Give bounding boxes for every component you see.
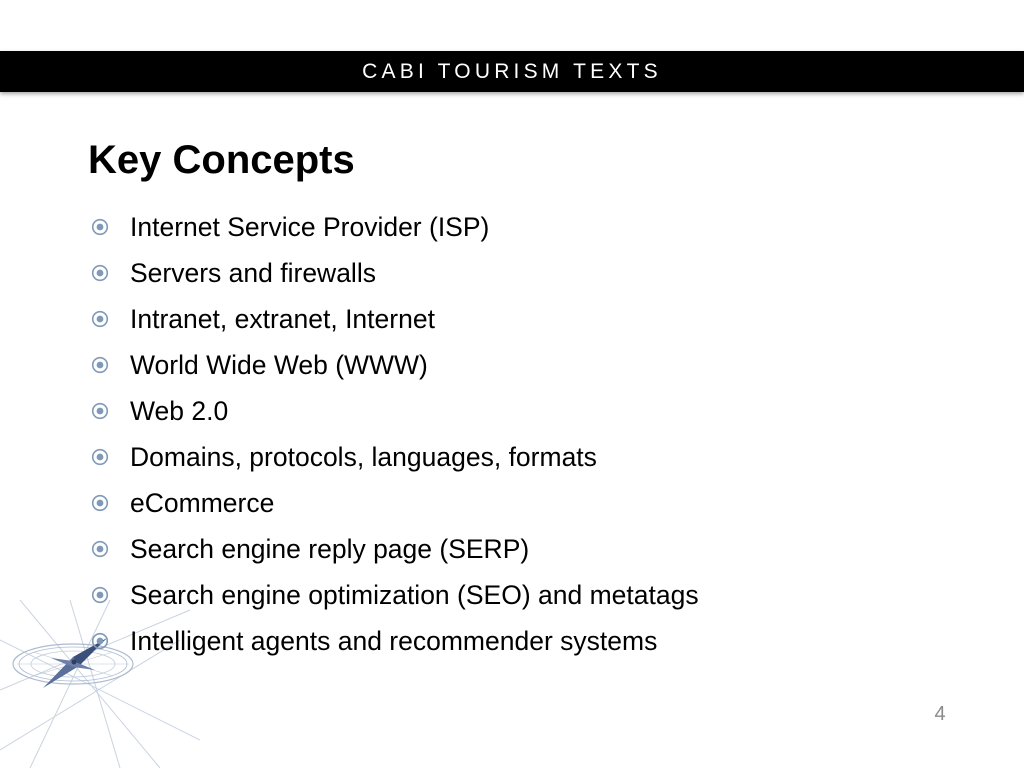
circled-dot-icon bbox=[91, 632, 109, 650]
list-item-text: Servers and firewalls bbox=[130, 258, 376, 288]
circled-dot-icon bbox=[91, 264, 109, 282]
header-bar bbox=[0, 51, 1024, 92]
list-item bbox=[88, 618, 699, 664]
list-item bbox=[88, 388, 699, 434]
list-item-text: World Wide Web (WWW) bbox=[130, 350, 428, 380]
list-item bbox=[88, 296, 699, 342]
circled-dot-icon bbox=[91, 448, 109, 466]
list-item-text: Domains, protocols, languages, formats bbox=[130, 442, 597, 472]
circled-dot-icon bbox=[91, 218, 109, 236]
slide-title: Key Concepts bbox=[88, 138, 355, 182]
list-item bbox=[88, 250, 699, 296]
list-item-text: eCommerce bbox=[130, 488, 275, 518]
list-item bbox=[88, 480, 699, 526]
list-item bbox=[88, 204, 699, 250]
list-item bbox=[88, 526, 699, 572]
list-item-text: Search engine optimization (SEO) and metatags bbox=[130, 580, 699, 610]
list-item bbox=[88, 572, 699, 618]
page-number: 4 bbox=[934, 703, 946, 725]
list-item bbox=[88, 434, 699, 480]
circled-dot-icon bbox=[91, 310, 109, 328]
circled-dot-icon bbox=[91, 586, 109, 604]
list-item-text: Internet Service Provider (ISP) bbox=[130, 212, 490, 242]
key-concepts-list bbox=[88, 204, 699, 664]
circled-dot-icon bbox=[91, 356, 109, 374]
circled-dot-icon bbox=[91, 540, 109, 558]
header-title: CABI TOURISM TEXTS bbox=[362, 60, 662, 83]
list-item-text: Web 2.0 bbox=[130, 396, 229, 426]
circled-dot-icon bbox=[91, 402, 109, 420]
list-item-text: Intelligent agents and recommender systems bbox=[130, 626, 658, 656]
list-item-text: Search engine reply page (SERP) bbox=[130, 534, 530, 564]
list-item-text: Intranet, extranet, Internet bbox=[130, 304, 435, 334]
list-item bbox=[88, 342, 699, 388]
circled-dot-icon bbox=[91, 494, 109, 512]
